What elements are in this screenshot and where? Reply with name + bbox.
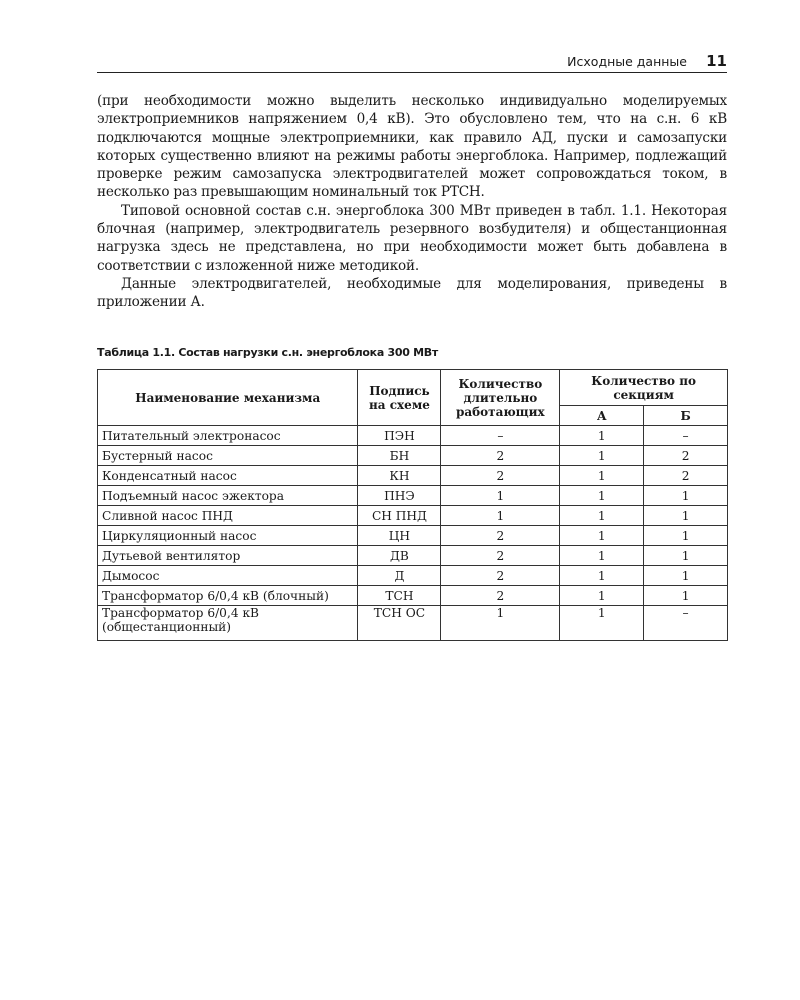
cell-section-b: – [644, 606, 728, 641]
cell-section-a: 1 [560, 586, 644, 606]
cell-section-a: 1 [560, 486, 644, 506]
table-row [98, 606, 728, 641]
cell-section-b: 2 [644, 466, 728, 486]
cell-name: Питательный электронасос [98, 426, 358, 446]
cell-section-a: 1 [560, 606, 644, 641]
cell-name: Дутьевой вентилятор [98, 546, 358, 566]
cell-section-b: 1 [644, 586, 728, 606]
cell-count: 2 [441, 466, 560, 486]
header-label: Подпись на схеме [358, 370, 441, 426]
cell-label: ПНЭ [358, 486, 441, 506]
header-count: Количество длительно работающих [441, 370, 560, 426]
table-caption: Таблица 1.1. Состав нагрузки с.н. энергоблока 300 МВт [97, 346, 438, 359]
cell-count: 1 [441, 486, 560, 506]
cell-count: 1 [441, 606, 560, 641]
cell-section-a: 1 [560, 526, 644, 546]
cell-section-a: 1 [560, 566, 644, 586]
table-row [98, 486, 728, 506]
header-section-a: А [560, 406, 644, 426]
header-sections: Количество по секциям [560, 370, 728, 406]
table-row [98, 546, 728, 566]
cell-count: 2 [441, 566, 560, 586]
table-row [98, 466, 728, 486]
table-row [98, 566, 728, 586]
cell-section-b: 1 [644, 526, 728, 546]
cell-name: Трансформатор 6/0,4 кВ (общестанционный) [98, 606, 358, 641]
cell-section-b: 1 [644, 546, 728, 566]
cell-label: ДВ [358, 546, 441, 566]
cell-label: Д [358, 566, 441, 586]
paragraph: Типовой основной состав с.н. энергоблока 300 МВт приведен в табл. 1.1. Некоторая блочная (например, электродвигатель резервного возбудителя) и общестанционная нагрузка здесь не представлена, но при необходимости может быть добавлена в соответствии с изложенной ниже методикой. [97, 202, 727, 274]
cell-label: КН [358, 466, 441, 486]
cell-count: 2 [441, 446, 560, 466]
cell-count: – [441, 426, 560, 446]
paragraph: (при необходимости можно выделить несколько индивидуально моделируемых электроприемников напряжением 0,4 кВ). Это обусловлено тем, что на с.н. 6 кВ подключаются мощные электроприемники, как правило АД, пуски и самозапуски которых существенно влияют на режимы работы энергоблока. Например, подлежащий проверке режим самозапуска электродвигателей может сопровождаться током, в несколько раз превышающим номинальный ток РТСН. [97, 93, 727, 201]
cell-label: БН [358, 446, 441, 466]
cell-name: Трансформатор 6/0,4 кВ (блочный) [98, 586, 358, 606]
paragraph: Данные электродвигателей, необходимые для моделирования, приведены в приложении А. [97, 275, 727, 311]
cell-section-a: 1 [560, 426, 644, 446]
cell-label: ТСН ОС [358, 606, 441, 641]
table-row [98, 426, 728, 446]
table-row [98, 446, 728, 466]
page-header [97, 52, 727, 73]
table-row [98, 526, 728, 546]
cell-section-a: 1 [560, 506, 644, 526]
body-text [97, 92, 727, 312]
cell-label: СН ПНД [358, 506, 441, 526]
cell-section-b: 1 [644, 506, 728, 526]
cell-count: 1 [441, 506, 560, 526]
cell-section-b: 2 [644, 446, 728, 466]
cell-section-a: 1 [560, 446, 644, 466]
cell-section-a: 1 [560, 546, 644, 566]
cell-count: 2 [441, 586, 560, 606]
load-table [97, 369, 728, 641]
cell-label: ТСН [358, 586, 441, 606]
cell-name: Бустерный насос [98, 446, 358, 466]
running-title: Исходные данные [567, 54, 687, 69]
cell-name: Конденсатный насос [98, 466, 358, 486]
cell-name: Сливной насос ПНД [98, 506, 358, 526]
cell-section-b: 1 [644, 566, 728, 586]
cell-section-a: 1 [560, 466, 644, 486]
cell-count: 2 [441, 546, 560, 566]
cell-section-b: – [644, 426, 728, 446]
header-name: Наименование механизма [98, 370, 358, 426]
cell-label: ЦН [358, 526, 441, 546]
cell-count: 2 [441, 526, 560, 546]
table-row [98, 586, 728, 606]
cell-name: Дымосос [98, 566, 358, 586]
cell-section-b: 1 [644, 486, 728, 506]
cell-label: ПЭН [358, 426, 441, 446]
cell-name: Подъемный насос эжектора [98, 486, 358, 506]
cell-name: Циркуляционный насос [98, 526, 358, 546]
header-section-b: Б [644, 406, 728, 426]
page-number: 11 [706, 52, 727, 70]
table-row [98, 506, 728, 526]
